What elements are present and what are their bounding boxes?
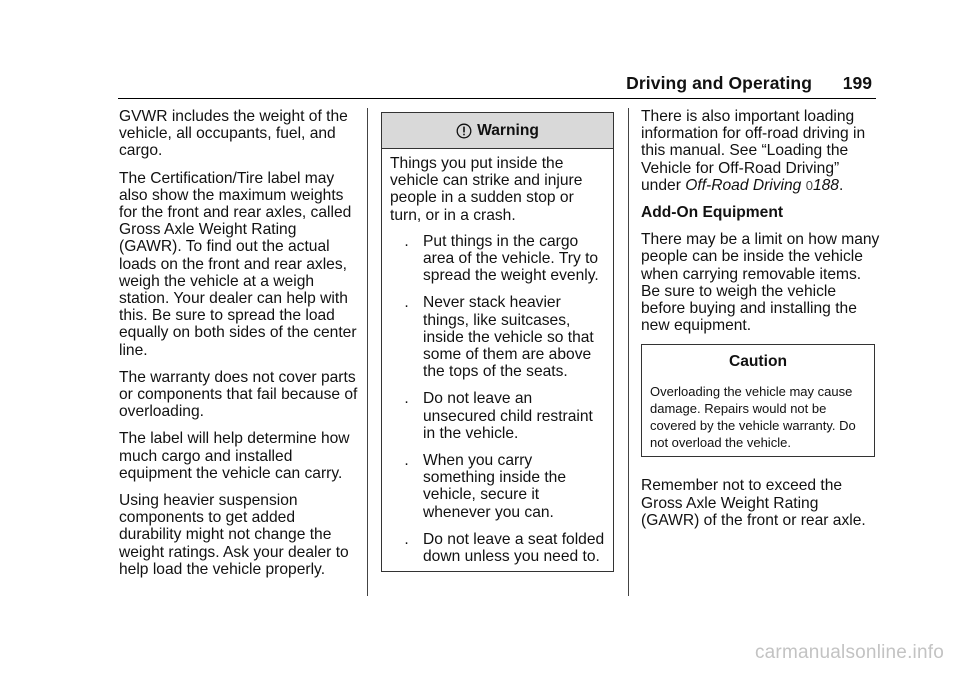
page-number: 199 xyxy=(842,73,872,93)
warning-header xyxy=(382,113,613,149)
watermark: carmanualsonline.info xyxy=(754,642,944,663)
caution-title: Caution xyxy=(728,353,788,371)
column-left xyxy=(119,108,359,588)
page-header xyxy=(118,72,876,99)
bullet-marker: . xyxy=(404,530,409,548)
warning-bullet xyxy=(390,233,605,285)
warning-box xyxy=(381,112,614,572)
bullet-marker: . xyxy=(404,232,409,250)
bullet-text: Never stack heavier things, like suitcases, inside the vehicle so that some of them are above the tops of the seats. xyxy=(423,294,594,381)
offroad-ref-link[interactable]: Off-Road Driving xyxy=(685,176,802,194)
caution-box xyxy=(641,344,875,457)
caution-text: Overloading the vehicle may cause damage. Repairs would not be covered by the vehicle warranty. Do not overload the vehicle. xyxy=(650,383,856,451)
bullet-marker: . xyxy=(404,294,409,312)
paragraph-offroad xyxy=(641,108,881,194)
bullet-text: Do not leave an unsecured child restraint in the vehicle. xyxy=(423,390,593,442)
column-divider-left xyxy=(367,108,368,596)
section-title: Driving and Operating xyxy=(626,73,812,93)
column-right xyxy=(641,108,881,539)
warning-bullet xyxy=(390,452,605,521)
paragraph-suspension: Using heavier suspension components to get added durability might not change the weight ratings. Ask your dealer to help load the vehicle properly. xyxy=(119,492,349,578)
warning-bullet xyxy=(390,390,605,442)
warning-icon xyxy=(456,123,472,139)
subheading-add-on-equipment: Add-On Equipment xyxy=(641,204,784,222)
bullet-marker: . xyxy=(404,452,409,470)
offroad-end: . xyxy=(838,176,844,194)
warning-title: Warning xyxy=(477,121,539,139)
bullet-text: Do not leave a seat folded down unless you need to. xyxy=(423,530,605,566)
paragraph-add-on: There may be a limit on how many people can be inside the vehicle when carrying removable items. Be sure to weigh the vehicle before buying and installing the new equipment. xyxy=(641,231,880,335)
paragraph-gawr-reminder: Remember not to exceed the Gross Axle Weight Rating (GAWR) of the front or rear axle. xyxy=(641,477,866,529)
offroad-ref-page[interactable]: 188 xyxy=(812,176,839,194)
warning-bullet xyxy=(390,531,605,565)
paragraph-gawr: The Certification/Tire label may also show the maximum weights for the front and rear axles, called Gross Axle Weight Rating (GAWR). To find out the actual loads on the front and rear axles, weigh the vehicle at a weigh station. Your dealer can help with this. Be sure to spread the load equally on both sides of the center line. xyxy=(119,169,357,359)
offroad-text: There is also important loading information for off-road driving in this manual. See “Loading the Vehicle for Off-Road Driving” under xyxy=(641,108,866,194)
bullet-text: Put things in the cargo area of the vehicle. Try to spread the weight evenly. xyxy=(423,232,599,285)
bullet-text: When you carry something inside the vehicle, secure it whenever you can. xyxy=(423,452,567,521)
paragraph-warranty: The warranty does not cover parts or components that fail because of overloading. xyxy=(119,368,358,421)
warning-body xyxy=(382,149,613,565)
bullet-marker: . xyxy=(404,390,409,408)
warning-bullet xyxy=(390,294,605,380)
warning-intro: Things you put inside the vehicle can strike and injure people in a sudden stop or turn, or in a crash. xyxy=(390,155,583,224)
column-divider-right xyxy=(628,108,629,596)
paragraph-gvwr: GVWR includes the weight of the vehicle, all occupants, fuel, and cargo. xyxy=(119,108,348,160)
page-ref-arrow-icon: 0 xyxy=(805,177,813,193)
paragraph-label: The label will help determine how much cargo and installed equipment the vehicle can carry. xyxy=(119,430,350,482)
